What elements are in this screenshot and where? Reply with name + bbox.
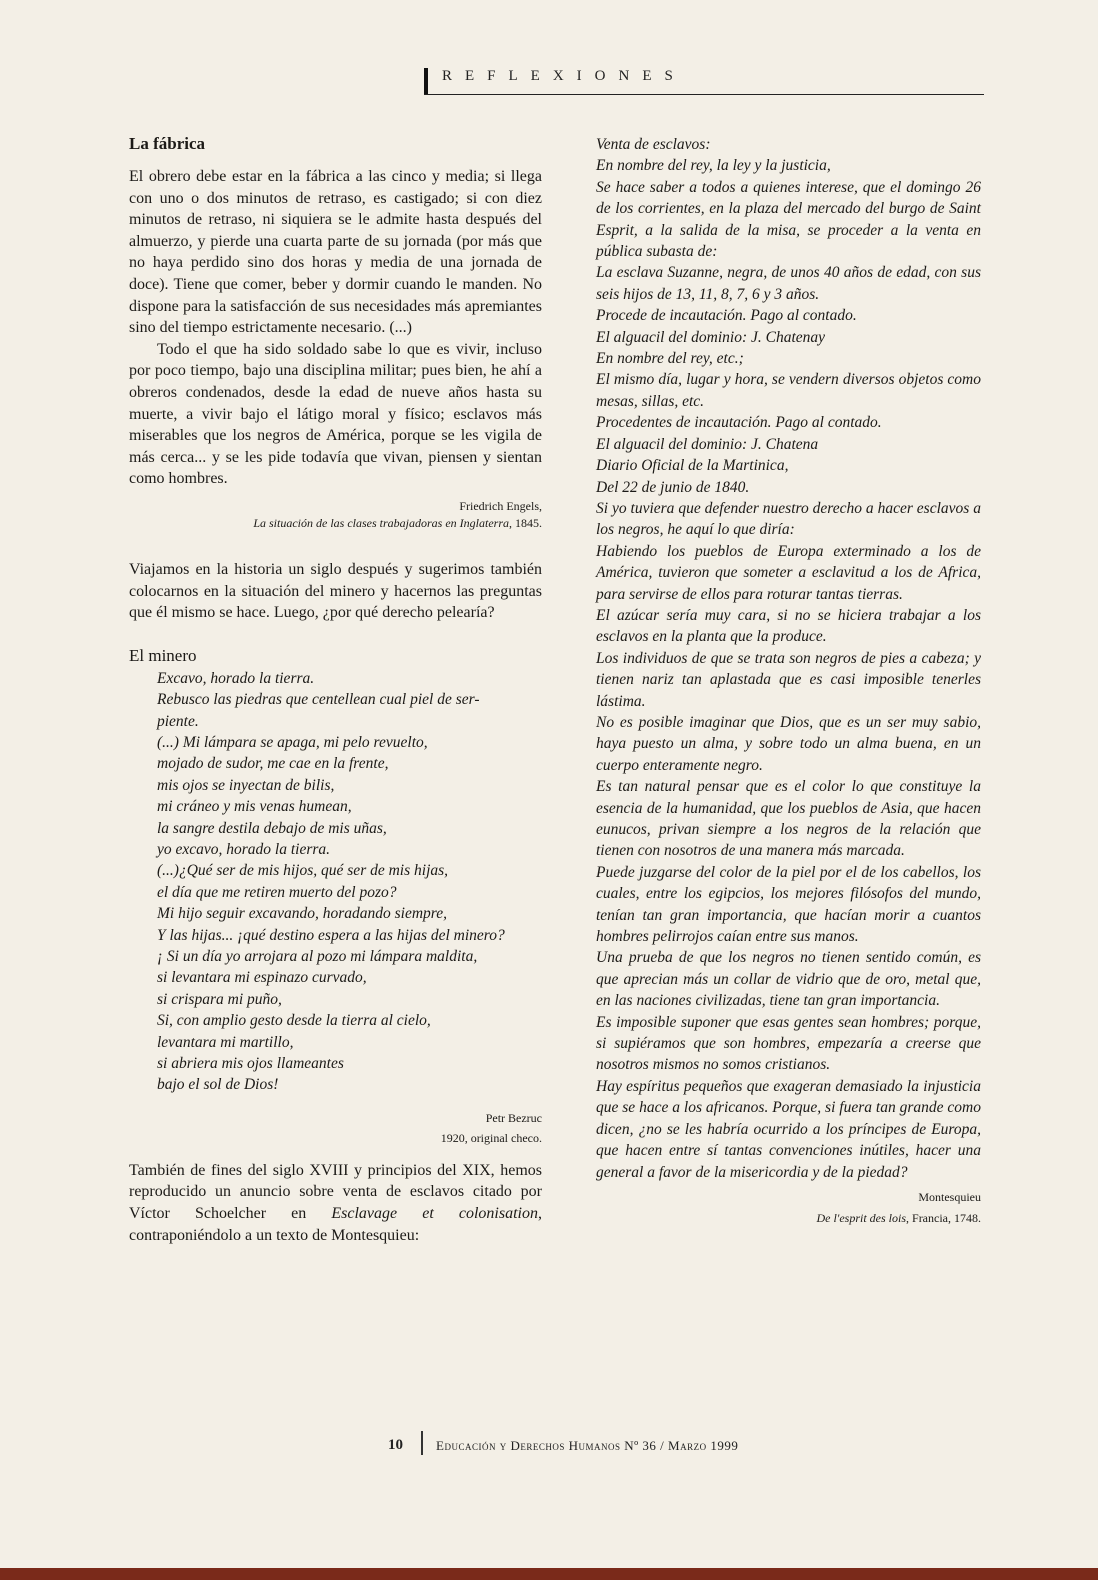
poem-line: piente. xyxy=(157,712,199,730)
montesquieu-paragraph: Es imposible suponer que esas gentes sean hombres; porque, si supiéramos que son hombres, empezaría a creerse que nosotros mismos no somos cristianos. xyxy=(596,1013,981,1074)
montesquieu-source-title: De l'esprit des lois xyxy=(816,1210,907,1225)
engels-source-title: La situación de las clases trabajadoras en Inglaterra xyxy=(253,515,509,530)
slave-sale-notice xyxy=(596,134,981,498)
poem-line: si crispara mi puño, xyxy=(157,990,282,1008)
engels-author: Friedrich Engels, xyxy=(459,498,542,513)
engels-source xyxy=(129,515,542,532)
poem-line: bajo el sol de Dios! xyxy=(157,1076,279,1094)
poem-line: mis ojos se inyectan de bilis, xyxy=(157,776,335,794)
montesquieu-paragraph: No es posible imaginar que Dios, que es un ser muy sabio, haya puesto un alma, y sobre todo un alma buena, en un cuerpo enteramente negro. xyxy=(596,713,981,774)
closing-text-start: También de fines del siglo XVIII y principios del XIX, hemos reproducido un anuncio sobre venta de esclavos citado por Víctor Schoelcher en xyxy=(129,1161,542,1222)
montesquieu-author: Montesquieu xyxy=(918,1189,981,1204)
montesquieu-paragraph: Si yo tuviera que defender nuestro derecho a hacer esclavos a los negros, he aquí lo que diría: xyxy=(596,499,981,539)
poem-line: la sangre destila debajo de mis uñas, xyxy=(157,819,387,837)
right-column xyxy=(596,134,981,1227)
intro-paragraph: Viajamos en la historia un siglo después y sugerimos también colocarnos en la situación del minero y hacernos las preguntas que él mismo se hace. Luego, ¿por qué derecho pelearía? xyxy=(129,560,542,622)
section-title: REFLEXIONES xyxy=(442,68,686,84)
engels-source-year: , 1845. xyxy=(509,515,542,530)
poem-line: Rebusco las piedras que centellean cual piel de ser- xyxy=(157,691,480,709)
notice-line: Venta de esclavos: xyxy=(596,136,711,153)
notice-line: Del 22 de junio de 1840. xyxy=(596,478,750,496)
fabrica-paragraph-2: Todo el que ha sido soldado sabe lo que es vivir, incluso por poco tiempo, bajo una disciplina militar; pues bien, he ahí a obreros condenados, desde la edad de nueve años hasta su muerte, a vivir bajo el látigo moral y físico; esclavos más miserables que los negros de América, porque se les vigila de más cerca... y se les pide todavía que vivan, piensen y sientan como hombres. xyxy=(129,340,542,488)
poem-line: mojado de sudor, me cae en la frente, xyxy=(157,755,389,773)
notice-line: El mismo día, lugar y hora, se vendern diversos objetos como mesas, sillas, etc. xyxy=(596,371,981,410)
montesquieu-paragraph: Es tan natural pensar que es el color lo que constituye la esencia de la humanidad, que los pueblos de Asia, que hacen eunucos, privan siempre a los negros de la relación que tienen con nosotros de una manera más marcada. xyxy=(596,778,981,860)
poem-line: Excavo, horado la tierra. xyxy=(157,669,315,687)
journal-name: Educación y Derechos Humanos Nº 36 / Marzo 1999 xyxy=(436,1438,739,1453)
montesquieu-source xyxy=(596,1210,981,1227)
closing-book-title: Esclavage et colonisation xyxy=(331,1205,538,1222)
fabrica-paragraph-1: El obrero debe estar en la fábrica a las cinco y media; si llega con uno o dos minutos de retraso, es castigado; si con diez minutos de retraso, ni siquiera se le admite hasta después del almuerzo, y pierde una cuarta parte de su jornada (por más que no haya perdido sino dos horas y media de una jornada de doce). Tiene que comer, beber y dormir cuando le manden. No dispone para la satisfacción de sus necesidades más apremiantes sino del tiempo estrictamente necesario. (...) xyxy=(129,168,542,337)
fabrica-title: La fábrica xyxy=(129,134,206,153)
montesquieu-paragraph: Habiendo los pueblos de Europa exterminado a los de América, tuvieron que someter a esclavitud a los de Africa, para servirse de ellos para roturar tantas tierras. xyxy=(596,542,981,603)
montesquieu-paragraph: Una prueba de que los negros no tienen sentido común, es que aprecian más un collar de vidrio que de oro, metal que, en las naciones civilizadas, tiene tan gran importancia. xyxy=(596,949,981,1010)
closing-text-end: , contraponiéndolo a un texto de Montesquieu: xyxy=(129,1205,542,1244)
minero-title: El minero xyxy=(129,645,197,665)
poem-line: Mi hijo seguir excavando, horadando siempre, xyxy=(157,905,448,923)
notice-line: Procede de incautación. Pago al contado. xyxy=(596,307,857,325)
page-footer xyxy=(388,1435,848,1459)
poem-line: Y las hijas... ¡qué destino espera a las hijas del minero? xyxy=(157,926,505,944)
poem-line: mi cráneo y mis venas humean, xyxy=(157,798,352,816)
poem-line: Si, con amplio gesto desde la tierra al cielo, xyxy=(157,1012,431,1030)
notice-line: En nombre del rey, la ley y la justicia, xyxy=(596,157,831,175)
montesquieu-paragraph: El azúcar sería muy cara, si no se hiciera trabajar a los esclavos en la planta que la produce. xyxy=(596,606,981,646)
montesquieu-paragraph: Puede juzgarse del color de la piel por el de los cabellos, los cuales, entre los egipcios, los mejores filósofos del mundo, tenían tan gran importancia, que hacían morir a cuantos hombres pelirrojos caían entre sus manos. xyxy=(596,863,981,946)
montesquieu-text xyxy=(596,498,981,1183)
montesquieu-source-rest: , Francia, 1748. xyxy=(906,1210,981,1225)
notice-line: Procedentes de incautación. Pago al contado. xyxy=(596,414,882,432)
notice-line: Se hace saber a todos a quienes interese, que el domingo 26 de los corrientes, en la plaza del mercado del burgo de Saint Esprit, a la salida de la misa, se proceder a la venta en pública subasta de: xyxy=(596,178,981,261)
poem-line: si abriera mis ojos llameantes xyxy=(157,1055,344,1072)
notice-line: Diario Oficial de la Martinica, xyxy=(596,457,789,475)
poem-line: ¡ Si un día yo arrojara al pozo mi lámpara maldita, xyxy=(157,947,478,965)
page-number: 10 xyxy=(388,1437,403,1453)
montesquieu-paragraph: Los individuos de que se trata son negros de pies a cabeza; y tienen nariz tan aplastada que es casi imposible tenerles lástima. xyxy=(596,649,981,710)
notice-line: En nombre del rey, etc.; xyxy=(596,350,744,368)
montesquieu-paragraph: Hay espíritus pequeños que exageran demasiado la injusticia que se hace a los africanos. Porque, si fuera tan grande como dicen, ¿no se les habría ocurrido a los príncipes de Europa, que hacen entre sí tantas convenciones inútiles, hacer una general a favor de la misericordia y de la piedad? xyxy=(596,1077,981,1181)
notice-line: El alguacil del dominio: J. Chatena xyxy=(596,435,819,453)
footer-divider xyxy=(421,1431,423,1455)
notice-line: La esclava Suzanne, negra, de unos 40 años de edad, con sus seis hijos de 13, 11, 8, 7, 6 y 3 años. xyxy=(596,264,981,303)
closing-paragraph xyxy=(129,1160,542,1246)
poem-line: el día que me retiren muerto del pozo? xyxy=(157,883,397,901)
poem-line: yo excavo, horado la tierra. xyxy=(157,840,331,858)
page-edge xyxy=(0,1568,1098,1580)
bezruc-source: 1920, original checo. xyxy=(440,1130,542,1145)
poem-line: (...)¿Qué ser de mis hijos, qué ser de mis hijas, xyxy=(157,862,449,880)
bezruc-author: Petr Bezruc xyxy=(485,1110,542,1125)
notice-line: El alguacil del dominio: J. Chatenay xyxy=(596,328,826,346)
poem-line: si levantara mi espinazo curvado, xyxy=(157,969,367,987)
poem-line: levantara mi martillo, xyxy=(157,1033,294,1051)
section-header xyxy=(424,62,984,95)
minero-poem xyxy=(129,668,542,1096)
left-column xyxy=(129,134,542,1246)
section-bar xyxy=(424,68,428,94)
poem-line: (...) Mi lámpara se apaga, mi pelo revuelto, xyxy=(157,733,428,751)
